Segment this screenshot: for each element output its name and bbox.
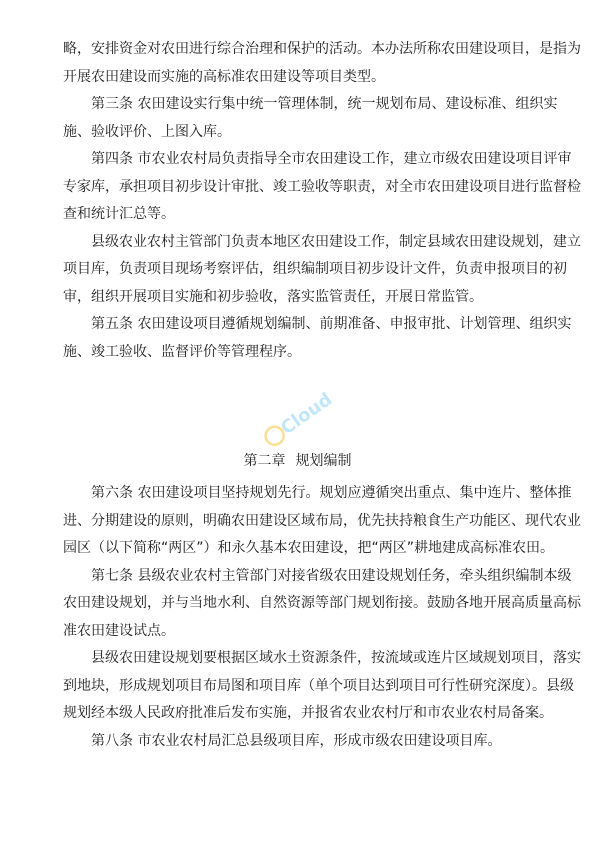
- text-line: 准农田建设试点。: [63, 622, 175, 639]
- text-line: 专家库，承担项目初步设计审批、竣工验收等职责，对全市农田建设项目进行监督检: [63, 178, 581, 195]
- body-text-section-2: [63, 480, 581, 755]
- text-line: 施、竣工验收、监督评价等管理程序。: [63, 343, 301, 360]
- text-line: 第三条 农田建设实行集中统一管理体制，统一规划布局、建设标准、组织实: [63, 96, 558, 112]
- chapter-heading: [0, 451, 595, 471]
- text-line: 第五条 农田建设项目遵循规划编制、前期准备、申报审批、计划管理、组织实: [63, 316, 572, 332]
- text-line: 到地块，形成规划项目布局图和项目库（单个项目达到项目可行性研究深度）。县级: [63, 677, 574, 694]
- text-line: 县级农业农村主管部门负责本地区农田建设工作，制定县域农田建设规划，建立: [63, 233, 581, 250]
- text-line: 园区（以下简称“两区”）和永久基本农田建设，把“两区”耕地建成高标准农田。: [63, 540, 555, 556]
- text-line: 第八条 市农业农村局汇总县级项目库，形成市级农田建设项目库。: [63, 732, 502, 749]
- chapter-number: 第二章: [243, 453, 286, 469]
- text-line: 进、分期建设的原则，明确农田建设区域布局，优先扶持粮食生产功能区、现代农业: [63, 512, 581, 529]
- text-line: 第四条 市农业农村局负责指导全市农田建设工作，建立市级农田建设项目评审: [63, 151, 572, 167]
- text-line: 第七条 县级农业农村主管部门对接省级农田建设规划任务，牵头组织编制本级: [63, 567, 572, 584]
- text-line: 开展农田建设而实施的高标准农田建设等项目类型。: [63, 68, 385, 85]
- body-text-section-1: [63, 36, 581, 366]
- text-line: 农田建设规划，并与当地水利、自然资源等部门规划衔接。鼓励各地开展高质量高标: [63, 595, 581, 611]
- cloud-watermark-logo: [255, 388, 345, 448]
- text-line: 第六条 农田建设项目坚持规划先行。规划应遵循突出重点、集中连片、整体推: [63, 485, 572, 501]
- watermark-text: Cloud: [277, 388, 337, 440]
- text-line: 县级农田建设规划要根据区域水土资源条件，按流域或连片区域规划项目，落实: [63, 650, 581, 666]
- text-line: 审，组织开展项目实施和初步验收，落实监管责任，开展日常监管。: [63, 288, 483, 305]
- text-line: 施、验收评价、上图入库。: [63, 123, 231, 140]
- text-line: 规划经本级人民政府批准后发布实施，并报省农业农村厅和市农业农村局备案。: [63, 705, 553, 721]
- text-line: 项目库，负责项目现场考察评估，组织编制项目初步设计文件，负责申报项目的初: [63, 261, 567, 277]
- text-line: 查和统计汇总等。: [63, 206, 175, 222]
- chapter-title: 规划编制: [295, 453, 352, 469]
- text-line: 略，安排资金对农田进行综合治理和保护的活动。本办法所称农田建设项目，是指为: [63, 41, 581, 57]
